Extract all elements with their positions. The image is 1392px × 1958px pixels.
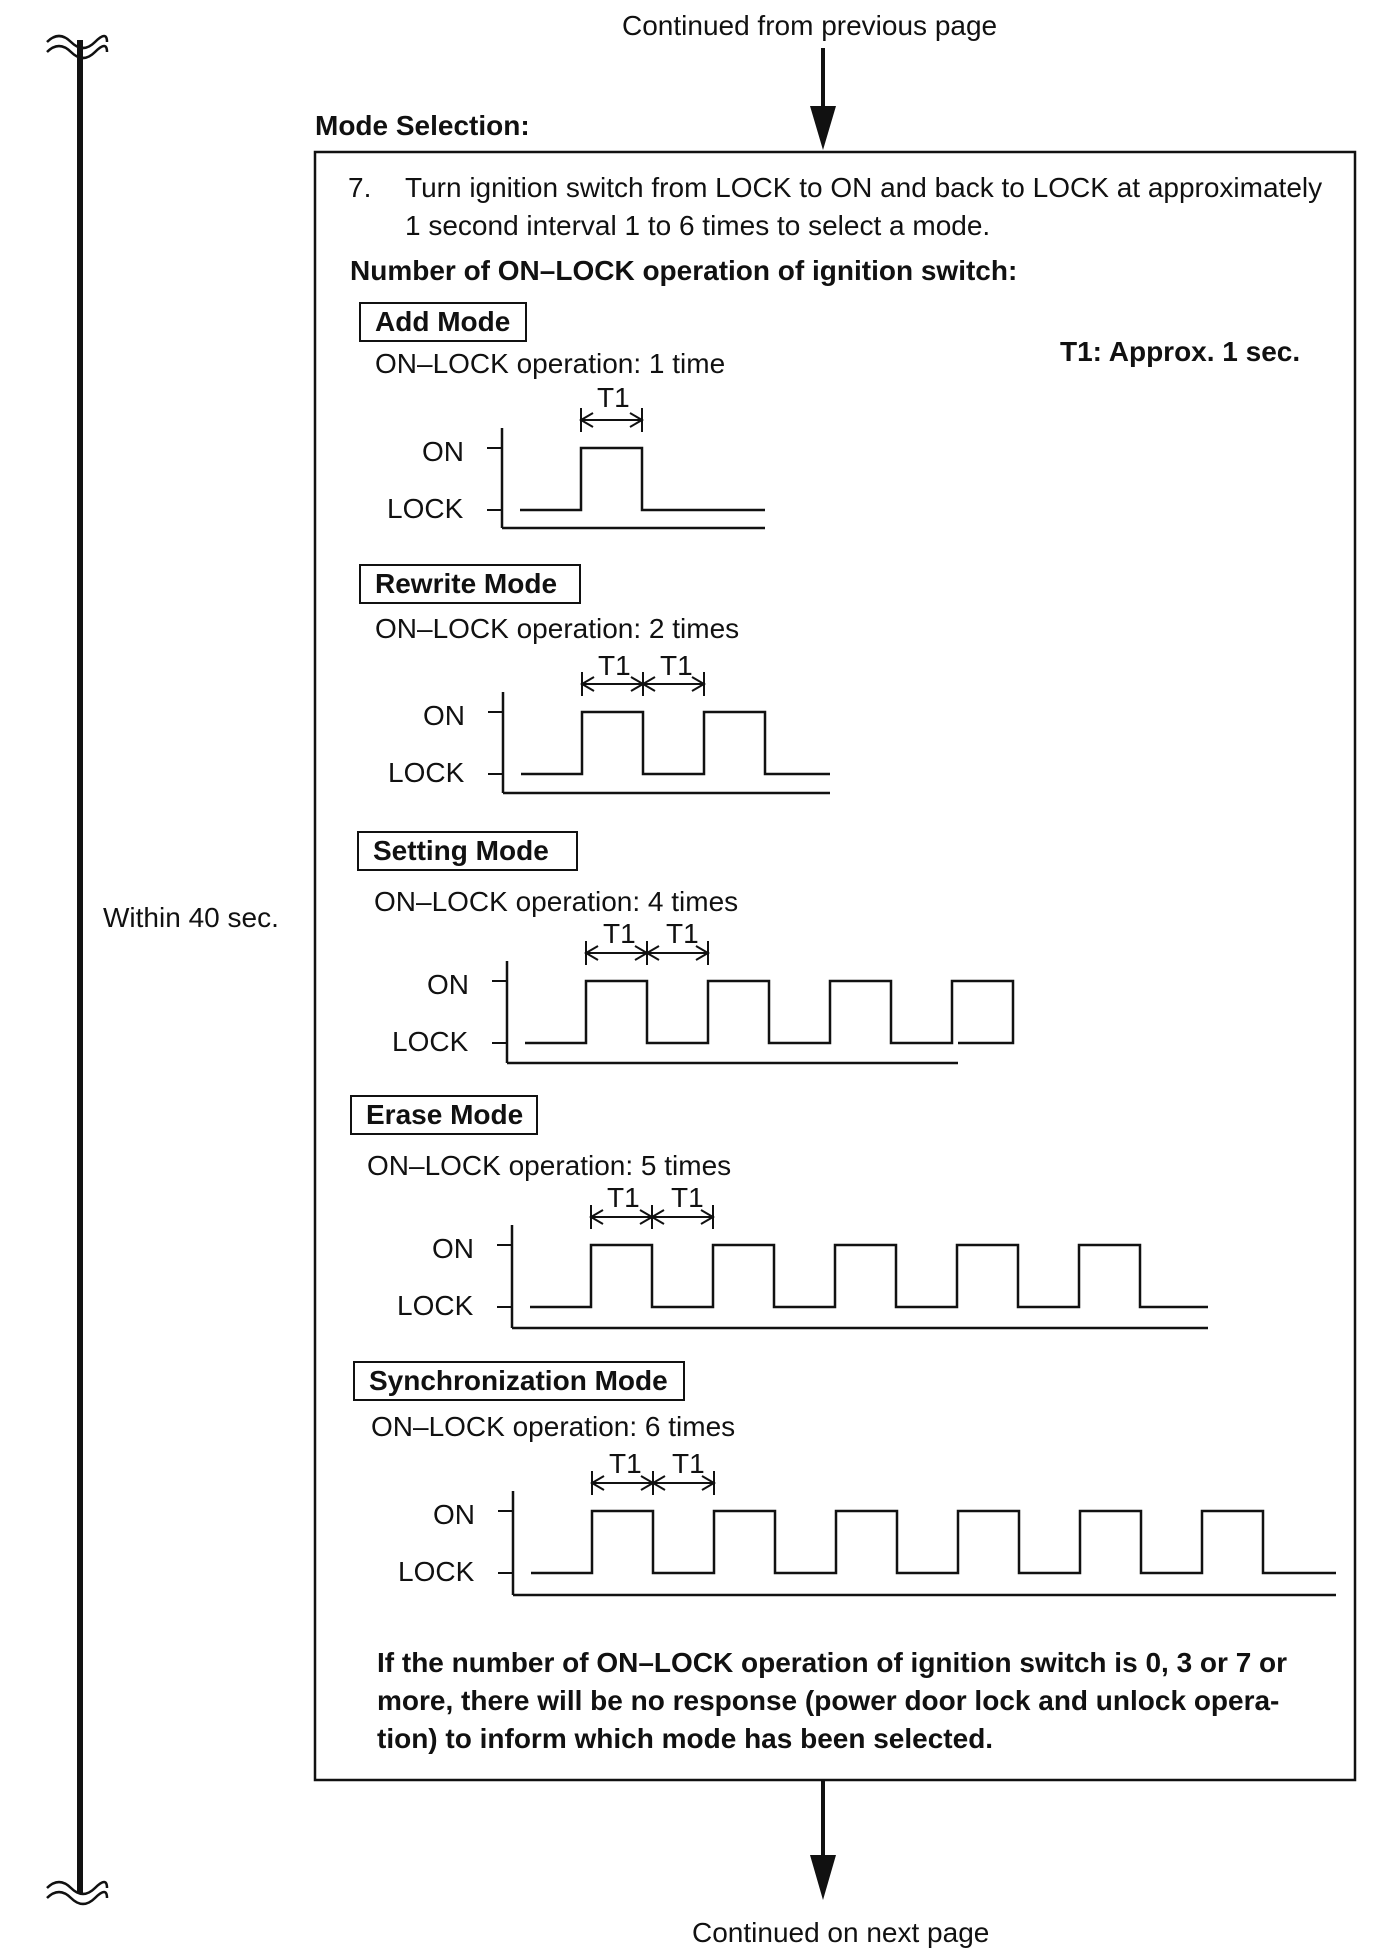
t1-label: T1 [603, 918, 636, 949]
step-line-1: Turn ignition switch from LOCK to ON and back to LOCK at approximately [405, 172, 1323, 203]
t1-label: T1 [598, 650, 631, 681]
operation-count-add: ON–LOCK operation: 1 time [375, 348, 726, 379]
operation-count-synchronization: ON–LOCK operation: 6 times [371, 1411, 736, 1442]
step-number: 7. [348, 172, 372, 203]
signal-waveform [531, 1511, 1336, 1573]
operation-count-rewrite: ON–LOCK operation: 2 times [375, 613, 740, 644]
operation-count-setting: ON–LOCK operation: 4 times [374, 886, 739, 917]
note-line-3: tion) to inform which mode has been selected. [377, 1723, 994, 1754]
t1-label: T1 [609, 1448, 642, 1479]
signal-waveform [520, 448, 765, 510]
lock-label: LOCK [392, 1026, 469, 1057]
within-label: Within 40 sec. [103, 902, 279, 933]
t1-label: T1 [672, 1448, 705, 1479]
mode-title-setting: Setting Mode [357, 831, 578, 871]
continued-from-label: Continued from previous page [622, 10, 998, 41]
mode-title-erase: Erase Mode [350, 1095, 538, 1135]
section-title: Mode Selection: [315, 110, 530, 141]
on-label: ON [433, 1499, 475, 1530]
signal-waveform [525, 981, 1013, 1043]
mode-title-synchronization: Synchronization Mode [353, 1361, 685, 1401]
signal-waveform [530, 1245, 1208, 1307]
lock-label: LOCK [398, 1556, 475, 1587]
mode-title-rewrite: Rewrite Mode [359, 564, 581, 604]
lock-label: LOCK [387, 493, 464, 524]
on-label: ON [432, 1233, 474, 1264]
step-line-2: 1 second interval 1 to 6 times to select a mode. [405, 210, 991, 241]
operation-count-erase: ON–LOCK operation: 5 times [367, 1150, 732, 1181]
count-heading: Number of ON–LOCK operation of ignition switch: [350, 255, 1018, 286]
mode-title-add: Add Mode [359, 302, 527, 342]
on-label: ON [427, 969, 469, 1000]
t1-label: T1 [660, 650, 693, 681]
lock-label: LOCK [388, 757, 465, 788]
t1-label: T1 [671, 1182, 704, 1213]
t1-label: T1 [666, 918, 699, 949]
signal-waveform [521, 712, 830, 774]
continued-to-label: Continued on next page [692, 1917, 990, 1948]
on-label: ON [422, 436, 464, 467]
note-line-1: If the number of ON–LOCK operation of ignition switch is 0, 3 or 7 or [377, 1647, 1288, 1678]
t1-note: T1: Approx. 1 sec. [1060, 336, 1301, 367]
on-label: ON [423, 700, 465, 731]
t1-label: T1 [607, 1182, 640, 1213]
t1-label: T1 [597, 382, 630, 413]
lock-label: LOCK [397, 1290, 474, 1321]
note-line-2: more, there will be no response (power door lock and unlock opera- [377, 1685, 1280, 1716]
